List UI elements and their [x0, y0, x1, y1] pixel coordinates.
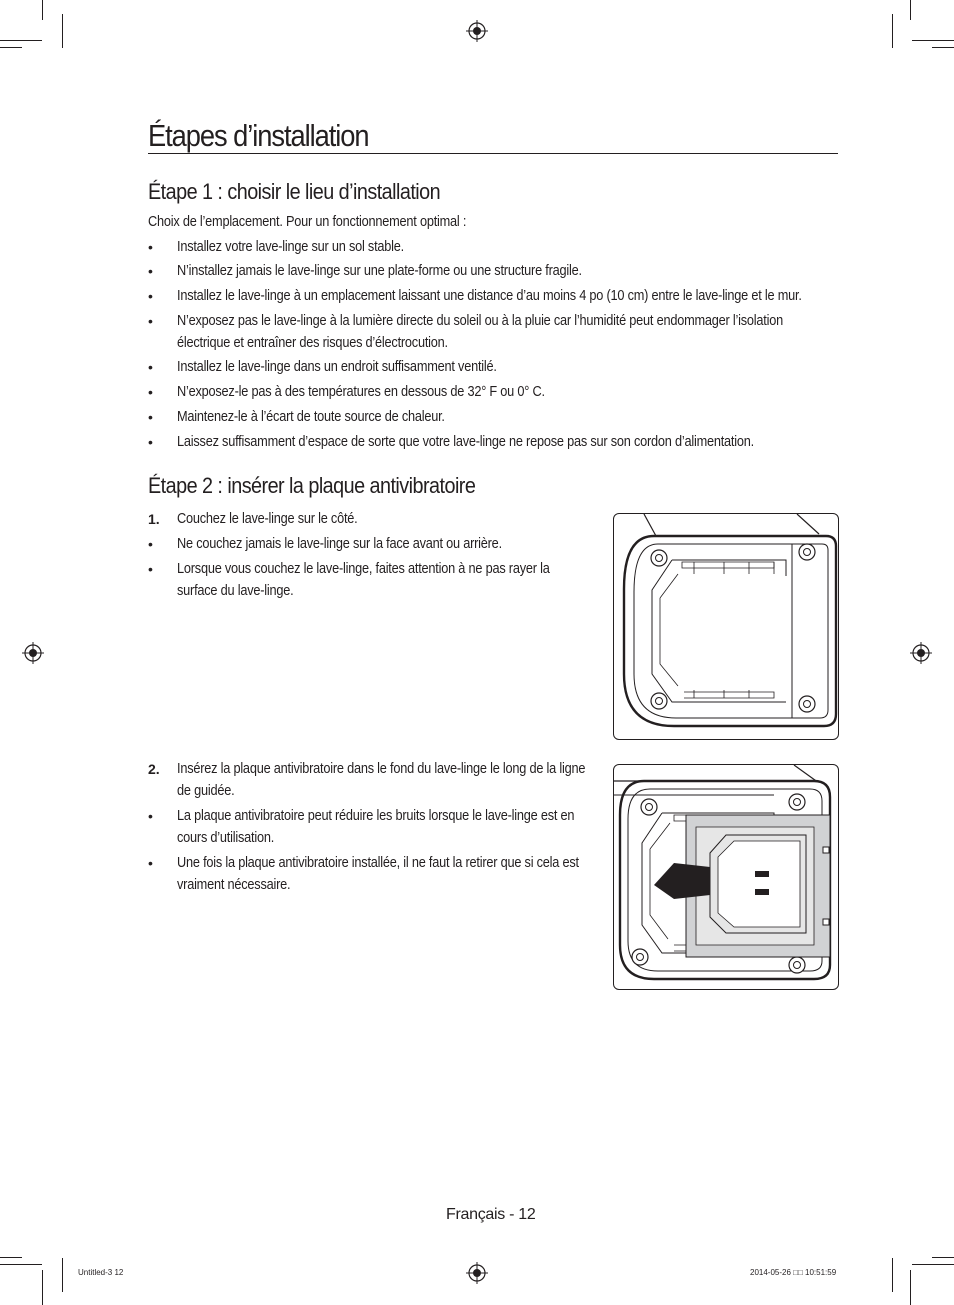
step2-item2-bullet-continuation: vraiment nécessaire. [177, 877, 291, 893]
step1-bullet: Installez le lave-linge à un emplacement laissant une distance d’au moins 4 po (10 cm) entre le lave-linge et le mur. [177, 288, 802, 304]
bullet-icon: • [148, 239, 153, 255]
bullet-icon: • [148, 263, 153, 279]
print-slug-left: Untitled-3 12 [78, 1268, 124, 1277]
step2-item1-number: 1. [148, 511, 160, 527]
crop-mark [0, 1264, 42, 1265]
print-slug-right: 2014-05-26 □□ 10:51:59 [750, 1268, 837, 1277]
step2-item2-number: 2. [148, 761, 160, 777]
step2-item2-bullet: La plaque antivibratoire peut réduire les bruits lorsque le lave-linge est en [177, 808, 575, 824]
step1-bullet: Installez votre lave-linge sur un sol stable. [177, 239, 404, 255]
bullet-icon: • [148, 359, 153, 375]
crop-mark [932, 47, 954, 48]
bullet-icon: • [148, 288, 153, 304]
crop-mark [892, 1258, 893, 1292]
step1-bullet: Maintenez-le à l’écart de toute source de chaleur. [177, 409, 445, 425]
crop-mark [892, 14, 893, 48]
crop-mark [912, 1264, 954, 1265]
step2-item1-bullet: Lorsque vous couchez le lave-linge, faites attention à ne pas rayer la [177, 561, 550, 577]
bullet-icon: • [148, 384, 153, 400]
crop-mark [42, 1270, 43, 1305]
crop-mark [910, 1270, 911, 1305]
step2-item2-bullet-continuation: cours d’utilisation. [177, 830, 275, 846]
step2-item2-text: Insérez la plaque antivibratoire dans le fond du lave-linge le long de la ligne [177, 761, 586, 777]
crop-mark [62, 1258, 63, 1292]
step2-item2-text-continuation: de guidée. [177, 783, 235, 799]
crop-mark [42, 0, 43, 20]
step2-item1-bullet-continuation: surface du lave-linge. [177, 583, 294, 599]
step2-item2-bullet: Une fois la plaque antivibratoire installée, il ne faut la retirer que si cela est [177, 855, 579, 871]
crop-mark [912, 40, 954, 41]
page-footer: Français - 12 [446, 1206, 536, 1223]
crop-mark [62, 14, 63, 48]
page-title [148, 118, 838, 154]
step1-bullet: N’exposez-le pas à des températures en dessous de 32° F ou 0° C. [177, 384, 545, 400]
crop-mark [932, 1257, 954, 1258]
bullet-icon: • [148, 313, 153, 329]
step1-bullet-continuation: électrique et entraîner des risques d’électrocution. [177, 335, 448, 351]
step1-bullet: N’exposez pas le lave-linge à la lumière directe du soleil ou à la pluie car l’humidité peut endommager l’isolation [177, 313, 783, 329]
crop-mark [910, 0, 911, 20]
crop-mark [0, 47, 22, 48]
crop-mark [0, 40, 42, 41]
bullet-icon: • [148, 536, 153, 552]
washer-base-illustration [614, 514, 839, 740]
bullet-icon: • [148, 855, 153, 871]
registration-mark-icon [466, 1262, 488, 1284]
step1-heading: Étape 1 : choisir le lieu d’installation [148, 179, 441, 204]
plate-insertion-illustration [614, 765, 839, 990]
registration-mark-icon [910, 642, 932, 664]
bullet-icon: • [148, 434, 153, 450]
bullet-icon: • [148, 409, 153, 425]
bullet-icon: • [148, 808, 153, 824]
step1-bullet: Laissez suffisamment d’espace de sorte que votre lave-linge ne repose pas sur son cordon d’alimentation. [177, 434, 754, 450]
page-title-text: Étapes d’installation [148, 118, 369, 153]
step1-intro: Choix de l’emplacement. Pour un fonctionnement optimal : [148, 214, 467, 230]
figure-insert-plate [613, 764, 839, 990]
step2-item1-text: Couchez le lave-linge sur le côté. [177, 511, 358, 527]
bullet-icon: • [148, 561, 153, 577]
step1-bullet: Installez le lave-linge dans un endroit suffisamment ventilé. [177, 359, 497, 375]
step2-heading: Étape 2 : insérer la plaque antivibratoire [148, 473, 476, 498]
crop-mark [0, 1257, 22, 1258]
figure-washer-on-side [613, 513, 839, 740]
registration-mark-icon [22, 642, 44, 664]
registration-mark-icon [466, 20, 488, 42]
step1-bullet: N’installez jamais le lave-linge sur une plate-forme ou une structure fragile. [177, 263, 582, 279]
step2-item1-bullet: Ne couchez jamais le lave-linge sur la face avant ou arrière. [177, 536, 502, 552]
